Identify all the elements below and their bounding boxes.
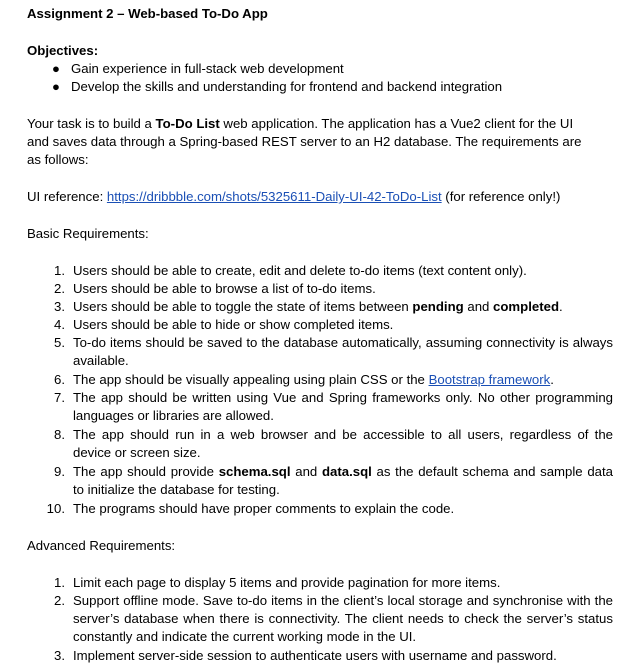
objectives-heading: Objectives: bbox=[27, 43, 99, 58]
bullet-icon: ● bbox=[52, 79, 60, 94]
advanced-requirements-heading: Advanced Requirements: bbox=[27, 538, 176, 553]
ui-reference: UI reference: https://dribbble.com/shots/5325611-Daily-UI-42-ToDo-List (for reference only!) bbox=[27, 189, 561, 204]
objective-item: ● Develop the skills and understanding for frontend and backend integration bbox=[52, 79, 503, 94]
objective-item: ● Gain experience in full-stack web development bbox=[52, 61, 344, 76]
ui-reference-link[interactable]: https://dribbble.com/shots/5325611-Daily-UI-42-ToDo-List bbox=[106, 189, 442, 204]
intro-line-1: Your task is to build a To-Do List web application. The application has a Vue2 client for the UI bbox=[27, 116, 574, 131]
bootstrap-link[interactable]: Bootstrap framework bbox=[428, 372, 551, 387]
basic-requirements-heading: Basic Requirements: bbox=[27, 226, 149, 241]
doc-title: Assignment 2 – Web-based To-Do App bbox=[27, 6, 268, 21]
bullet-icon: ● bbox=[52, 61, 60, 76]
intro-line-3: as follows: bbox=[27, 152, 89, 167]
intro-line-2: and saves data through a Spring-based REST server to an H2 database. The requirements are bbox=[27, 134, 582, 149]
